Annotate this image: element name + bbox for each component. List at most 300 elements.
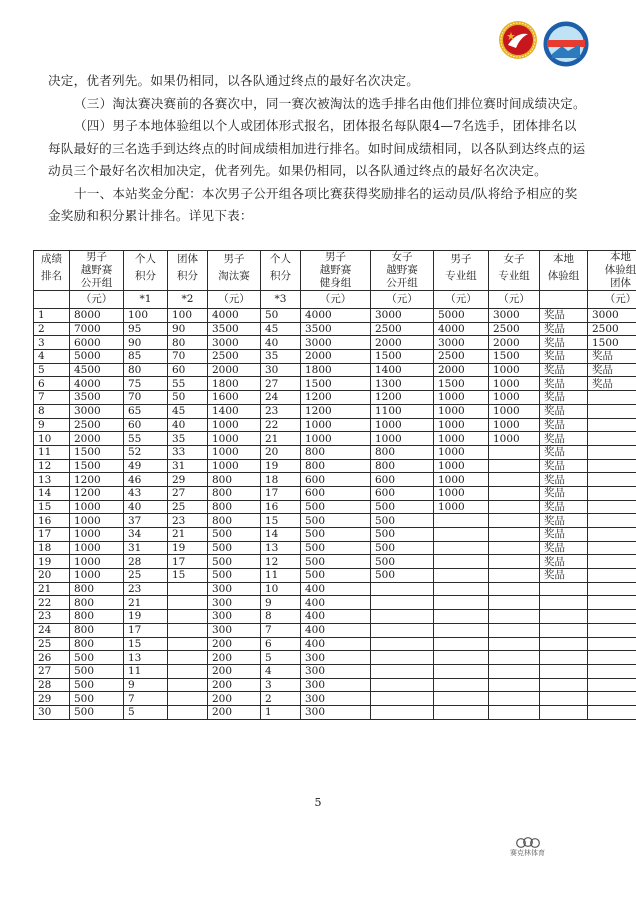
table-cell: 2: [261, 692, 301, 706]
table-cell: [489, 473, 540, 487]
table-cell: 500: [301, 500, 371, 514]
table-cell: 奖品: [540, 514, 588, 528]
table-cell: 600: [371, 473, 434, 487]
header-cell: 本地 体验组: [540, 251, 588, 291]
table-cell: [371, 623, 434, 637]
table-cell: 19: [34, 555, 70, 569]
table-row: [34, 514, 636, 528]
table-cell: 1500: [371, 350, 434, 364]
table-row: [34, 555, 636, 569]
table-row: [34, 336, 636, 350]
table-cell: 1500: [301, 377, 371, 391]
table-cell: [371, 637, 434, 651]
table-cell: [434, 692, 489, 706]
table-cell: [588, 445, 636, 459]
table-cell: [489, 569, 540, 583]
table-cell: 1000: [434, 391, 489, 405]
table-cell: 1: [261, 705, 301, 719]
header-cell: 男子 越野赛 健身组: [301, 251, 371, 291]
table-row: [34, 705, 636, 719]
table-cell: 16: [34, 514, 70, 528]
table-cell: 46: [124, 473, 168, 487]
table-cell: 500: [208, 555, 261, 569]
table-cell: [168, 582, 208, 596]
table-cell: 23: [124, 582, 168, 596]
table-cell: [434, 514, 489, 528]
table-cell: 13: [261, 541, 301, 555]
table-cell: 4000: [434, 322, 489, 336]
table-cell: [434, 569, 489, 583]
table-cell: 27: [168, 486, 208, 500]
bicycle-icon: [515, 836, 541, 848]
table-cell: 3000: [371, 309, 434, 323]
table-cell: 800: [301, 445, 371, 459]
table-cell: 300: [301, 651, 371, 665]
table-cell: 1000: [434, 404, 489, 418]
table-cell: 9: [34, 418, 70, 432]
table-row: [34, 623, 636, 637]
table-cell: [489, 555, 540, 569]
table-cell: 1200: [301, 391, 371, 405]
table-cell: 4: [261, 664, 301, 678]
table-cell: 500: [208, 541, 261, 555]
header-cell: 女子 越野赛 公开组: [371, 251, 434, 291]
table-cell: 1000: [208, 459, 261, 473]
table-cell: [489, 651, 540, 665]
table-cell: 奖品: [540, 541, 588, 555]
table-cell: 10: [261, 582, 301, 596]
unit-cell: （元）: [371, 291, 434, 309]
table-cell: 500: [371, 555, 434, 569]
table-cell: 1000: [70, 514, 124, 528]
table-cell: 7: [124, 692, 168, 706]
table-cell: 27: [34, 664, 70, 678]
table-cell: [168, 664, 208, 678]
table-cell: 2000: [371, 336, 434, 350]
table-cell: 28: [124, 555, 168, 569]
federation-emblem-icon: [498, 20, 538, 60]
table-cell: 2500: [489, 322, 540, 336]
unit-cell: *3: [261, 291, 301, 309]
table-cell: 1000: [434, 418, 489, 432]
table-cell: 17: [261, 486, 301, 500]
table-cell: 500: [70, 692, 124, 706]
table-cell: 30: [34, 705, 70, 719]
table-cell: 800: [301, 459, 371, 473]
table-cell: 50: [261, 309, 301, 323]
table-cell: 65: [124, 404, 168, 418]
table-cell: 45: [168, 404, 208, 418]
table-row: [34, 432, 636, 446]
table-cell: 200: [208, 637, 261, 651]
table-cell: [588, 664, 636, 678]
table-row: [34, 678, 636, 692]
table-cell: 2000: [301, 350, 371, 364]
table-cell: [168, 692, 208, 706]
table-cell: 25: [34, 637, 70, 651]
table-cell: [588, 528, 636, 542]
table-cell: 11: [124, 664, 168, 678]
table-cell: 奖品: [540, 418, 588, 432]
table-cell: 5: [34, 363, 70, 377]
table-cell: 23: [168, 514, 208, 528]
table-row: [34, 541, 636, 555]
table-cell: 奖品: [588, 363, 636, 377]
table-cell: 800: [371, 445, 434, 459]
table-cell: 2500: [588, 322, 636, 336]
header-cell: 男子 专业组: [434, 251, 489, 291]
table-cell: [371, 692, 434, 706]
table-cell: [371, 705, 434, 719]
table-cell: 奖品: [540, 528, 588, 542]
table-cell: 30: [261, 363, 301, 377]
table-cell: 奖品: [540, 473, 588, 487]
table-cell: [588, 596, 636, 610]
table-cell: 95: [124, 322, 168, 336]
table-cell: 1000: [489, 377, 540, 391]
table-cell: 1200: [301, 404, 371, 418]
table-cell: 1000: [434, 486, 489, 500]
unit-cell: *1: [124, 291, 168, 309]
table-cell: 4000: [208, 309, 261, 323]
table-cell: 1500: [70, 459, 124, 473]
table-cell: 1000: [434, 445, 489, 459]
table-cell: 6000: [70, 336, 124, 350]
table-cell: [489, 705, 540, 719]
table-cell: 90: [168, 322, 208, 336]
table-cell: 3: [34, 336, 70, 350]
table-cell: 7000: [70, 322, 124, 336]
table-cell: 24: [34, 623, 70, 637]
table-cell: 500: [301, 541, 371, 555]
table-cell: 50: [168, 391, 208, 405]
table-cell: [434, 678, 489, 692]
table-row: [34, 610, 636, 624]
table-cell: 1000: [301, 418, 371, 432]
table-cell: [371, 582, 434, 596]
table-cell: 1000: [489, 404, 540, 418]
table-cell: 1100: [371, 404, 434, 418]
table-cell: [371, 651, 434, 665]
table-cell: 1000: [70, 541, 124, 555]
table-cell: [489, 541, 540, 555]
unit-cell: （元）: [208, 291, 261, 309]
table-cell: 奖品: [540, 350, 588, 364]
table-cell: 15: [261, 514, 301, 528]
header-cell: 团体 积分: [168, 251, 208, 291]
table-cell: 奖品: [540, 336, 588, 350]
table-cell: 19: [168, 541, 208, 555]
table-cell: 1000: [70, 500, 124, 514]
header-cell: 男子 越野赛 公开组: [70, 251, 124, 291]
table-cell: 49: [124, 459, 168, 473]
header-cell: 个人 积分: [124, 251, 168, 291]
table-cell: [588, 705, 636, 719]
table-cell: 1200: [70, 486, 124, 500]
table-cell: 3000: [489, 309, 540, 323]
table-cell: 奖品: [540, 404, 588, 418]
table-cell: 300: [208, 596, 261, 610]
table-cell: 奖品: [540, 486, 588, 500]
table-cell: 5000: [70, 350, 124, 364]
table-cell: 11: [261, 569, 301, 583]
table-cell: 3000: [70, 404, 124, 418]
table-cell: [588, 637, 636, 651]
table-cell: 8: [34, 404, 70, 418]
table-cell: 17: [168, 555, 208, 569]
table-cell: 14: [34, 486, 70, 500]
table-cell: 500: [301, 555, 371, 569]
table-cell: 2000: [489, 336, 540, 350]
unit-cell: [540, 291, 588, 309]
table-cell: 13: [34, 473, 70, 487]
table-cell: 奖品: [540, 569, 588, 583]
table-cell: [168, 610, 208, 624]
table-cell: 22: [261, 418, 301, 432]
table-cell: 600: [371, 486, 434, 500]
table-cell: 85: [124, 350, 168, 364]
table-row: [34, 500, 636, 514]
table-cell: 100: [168, 309, 208, 323]
table-row: [34, 473, 636, 487]
table-cell: [588, 582, 636, 596]
table-cell: 1000: [371, 418, 434, 432]
table-cell: 500: [301, 528, 371, 542]
table-cell: 80: [168, 336, 208, 350]
table-cell: [168, 678, 208, 692]
table-cell: 400: [301, 637, 371, 651]
table-cell: 500: [371, 514, 434, 528]
table-cell: 1800: [301, 363, 371, 377]
table-cell: 400: [301, 596, 371, 610]
table-cell: [489, 637, 540, 651]
table-row: [34, 596, 636, 610]
table-cell: 70: [168, 350, 208, 364]
table-cell: 500: [70, 705, 124, 719]
table-cell: 4000: [301, 309, 371, 323]
footer-logo: [510, 836, 545, 858]
table-cell: [434, 664, 489, 678]
table-cell: [540, 610, 588, 624]
table-cell: 15: [168, 569, 208, 583]
unit-cell: （元）: [70, 291, 124, 309]
table-cell: 400: [301, 623, 371, 637]
table-cell: 6: [261, 637, 301, 651]
table-cell: 31: [168, 459, 208, 473]
table-cell: 34: [124, 528, 168, 542]
table-cell: 500: [208, 528, 261, 542]
table-cell: 28: [34, 678, 70, 692]
unit-cell: *2: [168, 291, 208, 309]
table-cell: 8000: [70, 309, 124, 323]
table-cell: 100: [124, 309, 168, 323]
table-cell: 奖品: [540, 363, 588, 377]
header-cell: 男子 淘汰赛: [208, 251, 261, 291]
table-cell: 7: [34, 391, 70, 405]
table-cell: 1800: [208, 377, 261, 391]
table-cell: [434, 596, 489, 610]
table-cell: 70: [124, 391, 168, 405]
table-cell: [168, 596, 208, 610]
table-cell: 2000: [70, 432, 124, 446]
table-cell: [168, 705, 208, 719]
table-cell: 2000: [208, 363, 261, 377]
table-cell: 1000: [70, 555, 124, 569]
table-cell: 300: [208, 623, 261, 637]
table-cell: 300: [301, 705, 371, 719]
table-cell: [540, 692, 588, 706]
table-cell: [540, 623, 588, 637]
table-cell: 20: [261, 445, 301, 459]
table-cell: 1000: [208, 445, 261, 459]
header-logos: [498, 20, 590, 68]
table-cell: 奖品: [588, 350, 636, 364]
table-cell: 300: [301, 692, 371, 706]
table-cell: 18: [34, 541, 70, 555]
table-cell: 16: [261, 500, 301, 514]
table-cell: 3000: [434, 336, 489, 350]
table-cell: [588, 486, 636, 500]
table-cell: 90: [124, 336, 168, 350]
table-cell: 1300: [371, 377, 434, 391]
table-cell: 奖品: [540, 322, 588, 336]
table-cell: [434, 705, 489, 719]
table-cell: 15: [124, 637, 168, 651]
table-cell: [588, 514, 636, 528]
table-cell: 1000: [434, 459, 489, 473]
table-cell: 1000: [434, 473, 489, 487]
table-cell: 300: [301, 678, 371, 692]
table-cell: 500: [371, 500, 434, 514]
table-cell: 1: [34, 309, 70, 323]
table-cell: 4: [34, 350, 70, 364]
table-cell: [434, 623, 489, 637]
table-cell: 500: [70, 664, 124, 678]
table-cell: [489, 596, 540, 610]
table-cell: [588, 569, 636, 583]
table-cell: 800: [208, 473, 261, 487]
table-row: [34, 692, 636, 706]
table-cell: 2500: [434, 350, 489, 364]
table-cell: 500: [301, 569, 371, 583]
unit-cell: （元）: [434, 291, 489, 309]
table-cell: 21: [34, 582, 70, 596]
table-cell: 23: [34, 610, 70, 624]
table-body: [34, 309, 636, 720]
unit-cell: （元）: [489, 291, 540, 309]
table-cell: 18: [261, 473, 301, 487]
table-cell: [588, 404, 636, 418]
rules-text: [48, 70, 588, 228]
table-cell: 1000: [434, 432, 489, 446]
table-cell: 5: [261, 651, 301, 665]
table-cell: [489, 528, 540, 542]
table-cell: 500: [371, 528, 434, 542]
unit-cell: （元）: [301, 291, 371, 309]
header-cell: 女子 专业组: [489, 251, 540, 291]
table-cell: 1400: [371, 363, 434, 377]
paragraph-tiebreak-end: 决定，优者列先。如果仍相同，以各队通过终点的最好名次决定。: [48, 73, 420, 88]
table-cell: 1000: [489, 432, 540, 446]
table-cell: 3000: [208, 336, 261, 350]
table-cell: 35: [261, 350, 301, 364]
table-cell: 17: [124, 623, 168, 637]
table-cell: 800: [208, 486, 261, 500]
table-cell: 60: [168, 363, 208, 377]
table-cell: [434, 541, 489, 555]
table-cell: 75: [124, 377, 168, 391]
table-cell: [540, 637, 588, 651]
table-cell: 200: [208, 678, 261, 692]
table-cell: [588, 473, 636, 487]
table-cell: 800: [70, 623, 124, 637]
table-cell: 33: [168, 445, 208, 459]
table-cell: 800: [208, 500, 261, 514]
table-cell: [588, 459, 636, 473]
table-row: [34, 569, 636, 583]
table-cell: 1000: [301, 432, 371, 446]
table-cell: 1000: [434, 500, 489, 514]
table-cell: 500: [70, 678, 124, 692]
table-cell: 55: [168, 377, 208, 391]
table-cell: 1500: [434, 377, 489, 391]
table-cell: 1500: [70, 445, 124, 459]
table-cell: [588, 500, 636, 514]
table-cell: 1000: [489, 391, 540, 405]
table-cell: 奖品: [588, 377, 636, 391]
table-cell: 奖品: [540, 500, 588, 514]
table-cell: [588, 692, 636, 706]
table-cell: 1000: [70, 569, 124, 583]
table-cell: 奖品: [540, 459, 588, 473]
table-cell: 3500: [208, 322, 261, 336]
table-cell: 24: [261, 391, 301, 405]
table-cell: 12: [261, 555, 301, 569]
table-cell: 800: [70, 596, 124, 610]
table-cell: 1600: [208, 391, 261, 405]
table-cell: 35: [168, 432, 208, 446]
table-cell: [489, 459, 540, 473]
table-row: [34, 418, 636, 432]
table-cell: 3500: [70, 391, 124, 405]
table-cell: 29: [168, 473, 208, 487]
unit-cell: [34, 291, 70, 309]
table-cell: [371, 678, 434, 692]
table-cell: 25: [124, 569, 168, 583]
table-cell: 40: [261, 336, 301, 350]
table-row: [34, 582, 636, 596]
table-cell: 37: [124, 514, 168, 528]
header-cell: 本地 体验组 团体: [588, 251, 636, 291]
table-cell: 500: [301, 514, 371, 528]
table-cell: 19: [124, 610, 168, 624]
table-cell: 2000: [434, 363, 489, 377]
table-cell: [489, 623, 540, 637]
table-cell: 200: [208, 651, 261, 665]
table-cell: [540, 664, 588, 678]
table-cell: 20: [34, 569, 70, 583]
table-row: [34, 363, 636, 377]
table-row: [34, 637, 636, 651]
table-cell: 3000: [301, 336, 371, 350]
table-cell: 500: [371, 569, 434, 583]
table-cell: 800: [70, 582, 124, 596]
table-cell: 300: [301, 664, 371, 678]
table-cell: 800: [371, 459, 434, 473]
table-cell: 300: [208, 610, 261, 624]
table-cell: [588, 418, 636, 432]
table-cell: [489, 692, 540, 706]
